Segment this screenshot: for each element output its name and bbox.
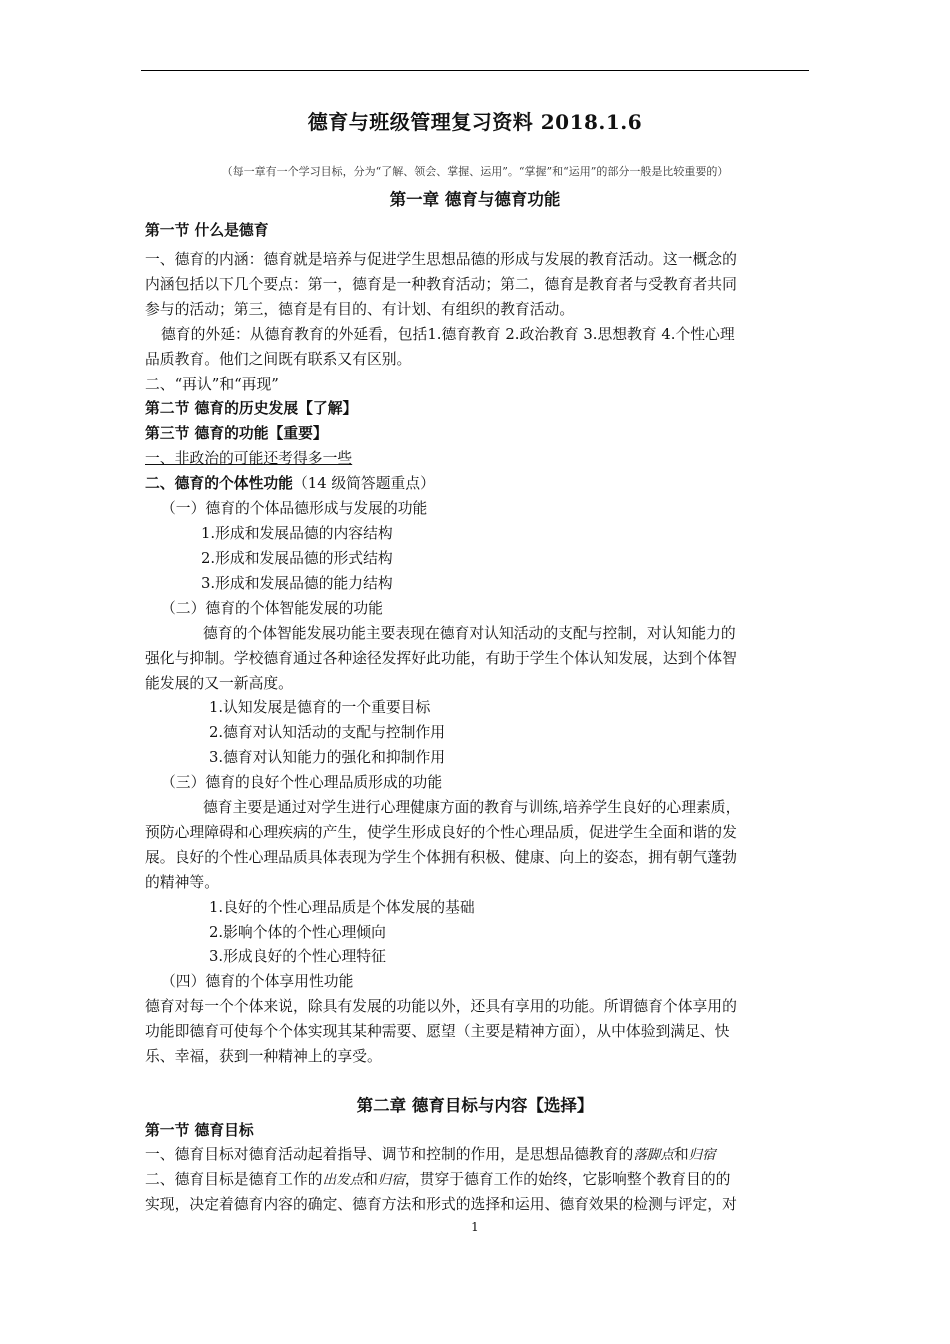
paragraph-line: 品质教育。他们之间既有联系又有区别。 (145, 351, 412, 368)
paragraph-line: 预防心理障碍和心理疾病的产生，使学生形成良好的个性心理品质，促进学生全面和谐的发 (145, 824, 737, 841)
emphasis-text: 落脚点 (633, 1147, 674, 1163)
subsection-heading: （三）德育的良好个性心理品质形成的功能 (161, 774, 443, 791)
section-heading: 第二节 德育的历史发展【了解】 (145, 400, 358, 417)
paragraph-line: 德育的外延：从德育教育的外延看，包括1.德育教育 2.政治教育 3.思想教育 4.个性心理 (161, 326, 735, 343)
text-run: 和 (363, 1171, 378, 1188)
emphasis-text: 归宿 (377, 1172, 405, 1188)
list-item: 3.形成良好的个性心理特征 (209, 948, 386, 965)
chapter-1-heading: 第一章 德育与德育功能 (389, 190, 561, 209)
paragraph-line: 内涵包括以下几个要点：第一，德育是一种教育活动；第二，德育是教育者与受教育者共同 (145, 276, 737, 293)
list-item: 1.形成和发展品德的内容结构 (201, 525, 393, 542)
text-run: ，贯穿于德育工作的始终，它影响整个教育目的的 (404, 1171, 731, 1188)
list-item: 1.良好的个性心理品质是个体发展的基础 (209, 899, 475, 916)
list-item: 一、非政治的可能还考得多一些 (145, 450, 353, 467)
section-heading: 第一节 德育目标 (145, 1122, 254, 1139)
paragraph-line: 乐、幸福，获到一种精神上的享受。 (145, 1048, 382, 1065)
chapter-2-heading: 第二章 德育目标与内容【选择】 (356, 1096, 594, 1115)
list-item: 2.形成和发展品德的形式结构 (201, 550, 393, 567)
paragraph-line: 德育对每一个个体来说，除具有发展的功能以外，还具有享用的功能。所谓德育个体享用的 (145, 998, 737, 1015)
paragraph-line (145, 1168, 730, 1189)
paragraph-line: 二、“再认”和“再现” (145, 376, 279, 393)
paragraph-line: 实现，决定着德育内容的确定、德育方法和形式的选择和运用、德育效果的检测与评定，对 (145, 1196, 737, 1213)
paragraph-line: 的精神等。 (145, 874, 219, 891)
paragraph-line (145, 1143, 716, 1164)
text-run: 和 (673, 1146, 689, 1163)
study-note: （每一章有一个学习目标，分为“了解、领会、掌握、运用”。“掌握”和“运用”的部分一般是比较重要的） (221, 165, 729, 178)
header-rule (141, 70, 809, 71)
list-item: 2.影响个体的个性心理倾向 (209, 924, 386, 941)
paragraph-line: 德育的个体智能发展功能主要表现在德育对认知活动的支配与控制，对认知能力的 (203, 625, 736, 642)
paragraph-line: 功能即德育可使每个个体实现其某种需要、愿望（主要是精神方面），从中体验到满足、快 (145, 1023, 730, 1040)
list-item: 3.德育对认知能力的强化和抑制作用 (209, 749, 446, 766)
paragraph-line: 能发展的又一新高度。 (145, 675, 293, 692)
emphasis-text: 归宿 (688, 1147, 716, 1163)
paragraph-line: 一、德育的内涵：德育就是培养与促进学生思想品德的形成与发展的教育活动。这一概念的 (145, 251, 737, 268)
subsection-heading: （四）德育的个体享用性功能 (161, 973, 354, 990)
paragraph-line: 强化与抑制。学校德育通过各种途径发挥好此功能，有助于学生个体认知发展，达到个体智 (145, 650, 737, 667)
document-title: 德育与班级管理复习资料 2018.1.6 (307, 110, 643, 134)
subsection-heading: （二）德育的个体智能发展的功能 (161, 600, 383, 617)
list-item-bold: 二、德育的个体性功能 (145, 475, 293, 492)
paragraph-line: 参与的活动；第三，德育是有目的、有计划、有组织的教育活动。 (145, 301, 575, 318)
list-item: 2.德育对认知活动的支配与控制作用 (209, 724, 446, 741)
list-item (145, 472, 435, 493)
section-heading: 第三节 德育的功能【重要】 (145, 425, 328, 442)
list-item: 1.认知发展是德育的一个重要目标 (209, 699, 431, 716)
subsection-heading: （一）德育的个体品德形成与发展的功能 (161, 500, 428, 517)
page-number: 1 (471, 1220, 479, 1234)
text-run: 一、德育目标对德育活动起着指导、调节和控制的作用，是思想品德教育的 (145, 1146, 634, 1163)
text-run: 二、德育目标是德育工作的 (145, 1171, 323, 1188)
paragraph-line: 展。良好的个性心理品质具体表现为学生个体拥有积极、健康、向上的姿态，拥有朝气蓬勃 (145, 849, 737, 866)
list-item: 3.形成和发展品德的能力结构 (201, 575, 393, 592)
list-item-note: （14 级简答题重点） (292, 475, 435, 492)
section-heading: 第一节 什么是德育 (145, 222, 269, 239)
paragraph-line: 德育主要是通过对学生进行心理健康方面的教育与训练,培养学生良好的心理素质， (203, 799, 741, 816)
emphasis-text: 出发点 (322, 1172, 364, 1188)
